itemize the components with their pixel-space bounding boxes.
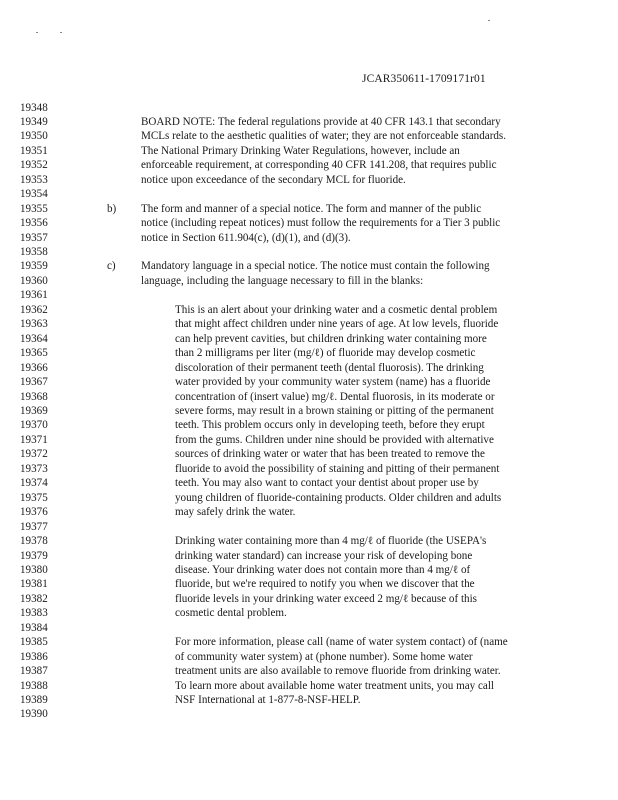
scan-speck [60, 32, 62, 33]
line-number: 19370 [20, 419, 48, 432]
line-text: water provided by your community water system (name) has a fluoride [175, 376, 491, 389]
line-text: from the gums. Children under nine should be provided with alternative [175, 433, 494, 446]
line-number: 19379 [20, 549, 48, 562]
line-text: The form and manner of a special notice. The form and manner of the public [141, 202, 482, 215]
line-number: 19349 [20, 116, 48, 128]
document-id: JCAR350611-1709171r01 [362, 73, 486, 85]
line-number: 19383 [20, 607, 48, 620]
line-text: sources of drinking water or water that has been treated to remove the [175, 448, 485, 461]
line-text: enforceable requirement, at corresponding 40 CFR 141.208, that requires public [141, 159, 497, 172]
line-text: concentration of (insert value) mg/ℓ. Dental fluorosis, in its moderate or [175, 390, 495, 403]
subsection-label: c) [107, 260, 116, 273]
line-number: 19382 [20, 592, 48, 605]
line-number: 19387 [20, 665, 48, 677]
line-text: fluoride levels in your drinking water exceed 2 mg/ℓ because of this [175, 592, 477, 605]
line-text: young children of fluoride-containing products. Older children and adults [175, 491, 502, 504]
line-number: 19374 [20, 477, 48, 490]
line-number: 19369 [20, 404, 48, 417]
line-number: 19360 [20, 274, 48, 287]
line-text: than 2 milligrams per liter (mg/ℓ) of fluoride may develop cosmetic [175, 347, 476, 360]
line-text: cosmetic dental problem. [175, 607, 287, 620]
line-number: 19350 [20, 130, 48, 143]
line-text: Mandatory language in a special notice. The notice must contain the following [141, 260, 490, 273]
line-text: may safely drink the water. [175, 506, 296, 519]
line-number: 19363 [20, 318, 48, 331]
line-number: 19386 [20, 650, 48, 663]
line-number: 19376 [20, 506, 48, 519]
line-number: 19375 [20, 491, 48, 504]
line-text: fluoride to avoid the possibility of staining and pitting of their permanent [175, 462, 500, 475]
line-text: severe forms, may result in a brown staining or pitting of the permanent [175, 404, 494, 417]
line-number: 19348 [20, 101, 48, 114]
line-number: 19359 [20, 260, 48, 273]
line-text: MCLs relate to the aesthetic qualities of water; they are not enforceable standards. [141, 130, 507, 143]
line-text: that might affect children under nine years of age. At low levels, fluoride [175, 318, 499, 331]
line-number: 19351 [20, 144, 48, 157]
line-text: To learn more about available home water treatment units, you may call [175, 679, 494, 692]
line-number: 19356 [20, 217, 48, 230]
line-text: notice upon exceedance of the secondary MCL for fluoride. [141, 173, 406, 186]
line-number: 19352 [20, 159, 48, 172]
line-number: 19390 [20, 708, 48, 721]
line-text: notice (including repeat notices) must follow the requirements for a Tier 3 public [141, 217, 501, 230]
line-number: 19371 [20, 433, 48, 446]
line-text: The National Primary Drinking Water Regulations, however, include an [141, 144, 460, 157]
line-text: can help prevent cavities, but children drinking water containing more [175, 332, 487, 345]
line-text: NSF International at 1-877-8-NSF-HELP. [175, 693, 361, 706]
scan-speck [36, 32, 38, 33]
line-number: 19372 [20, 448, 48, 461]
subsection-label: b) [107, 202, 117, 215]
line-number: 19362 [20, 303, 48, 316]
line-number: 19354 [20, 188, 48, 201]
line-number: 19385 [20, 636, 48, 649]
line-text: teeth. This problem occurs only in developing teeth, before they erupt [175, 419, 485, 432]
line-number: 19373 [20, 462, 48, 475]
line-number: 19358 [20, 246, 48, 258]
line-text: drinking water standard) can increase your risk of developing bone [175, 549, 473, 562]
line-number: 19367 [20, 376, 48, 389]
line-number: 19353 [20, 173, 48, 186]
line-number: 19381 [20, 578, 48, 591]
line-number: 19361 [20, 289, 48, 302]
line-number: 19366 [20, 361, 48, 374]
line-text: language, including the language necessary to fill in the blanks: [141, 274, 424, 287]
line-text: disease. Your drinking water does not contain more than 4 mg/ℓ of [175, 563, 471, 576]
line-number: 19364 [20, 332, 48, 345]
scan-speck [488, 20, 490, 21]
line-text: notice in Section 611.904(c), (d)(1), and (d)(3). [141, 231, 351, 244]
line-text: BOARD NOTE: The federal regulations provide at 40 CFR 143.1 that secondary [141, 116, 501, 128]
line-text: teeth. You may also want to contact your dentist about proper use by [175, 477, 479, 490]
line-number: 19380 [20, 563, 48, 576]
line-number: 19384 [20, 621, 48, 634]
line-number: 19378 [20, 535, 48, 547]
line-number: 19377 [20, 520, 48, 533]
line-text: of community water system) at (phone number). Some home water [175, 650, 473, 663]
line-text: This is an alert about your drinking water and a cosmetic dental problem [175, 303, 498, 316]
line-number: 19357 [20, 231, 48, 244]
line-number: 19368 [20, 390, 48, 403]
line-text: discoloration of their permanent teeth (dental fluorosis). The drinking [175, 361, 484, 374]
line-number: 19355 [20, 202, 48, 215]
line-text: fluoride, but we're required to notify you when we discover that the [175, 578, 475, 591]
line-text: For more information, please call (name of water system contact) of (name [175, 636, 508, 649]
line-number: 19365 [20, 347, 48, 360]
line-number: 19389 [20, 693, 48, 706]
line-text: treatment units are also available to remove fluoride from drinking water. [175, 665, 501, 677]
line-text: Drinking water containing more than 4 mg/ℓ of fluoride (the USEPA's [175, 535, 487, 547]
line-number: 19388 [20, 679, 48, 692]
